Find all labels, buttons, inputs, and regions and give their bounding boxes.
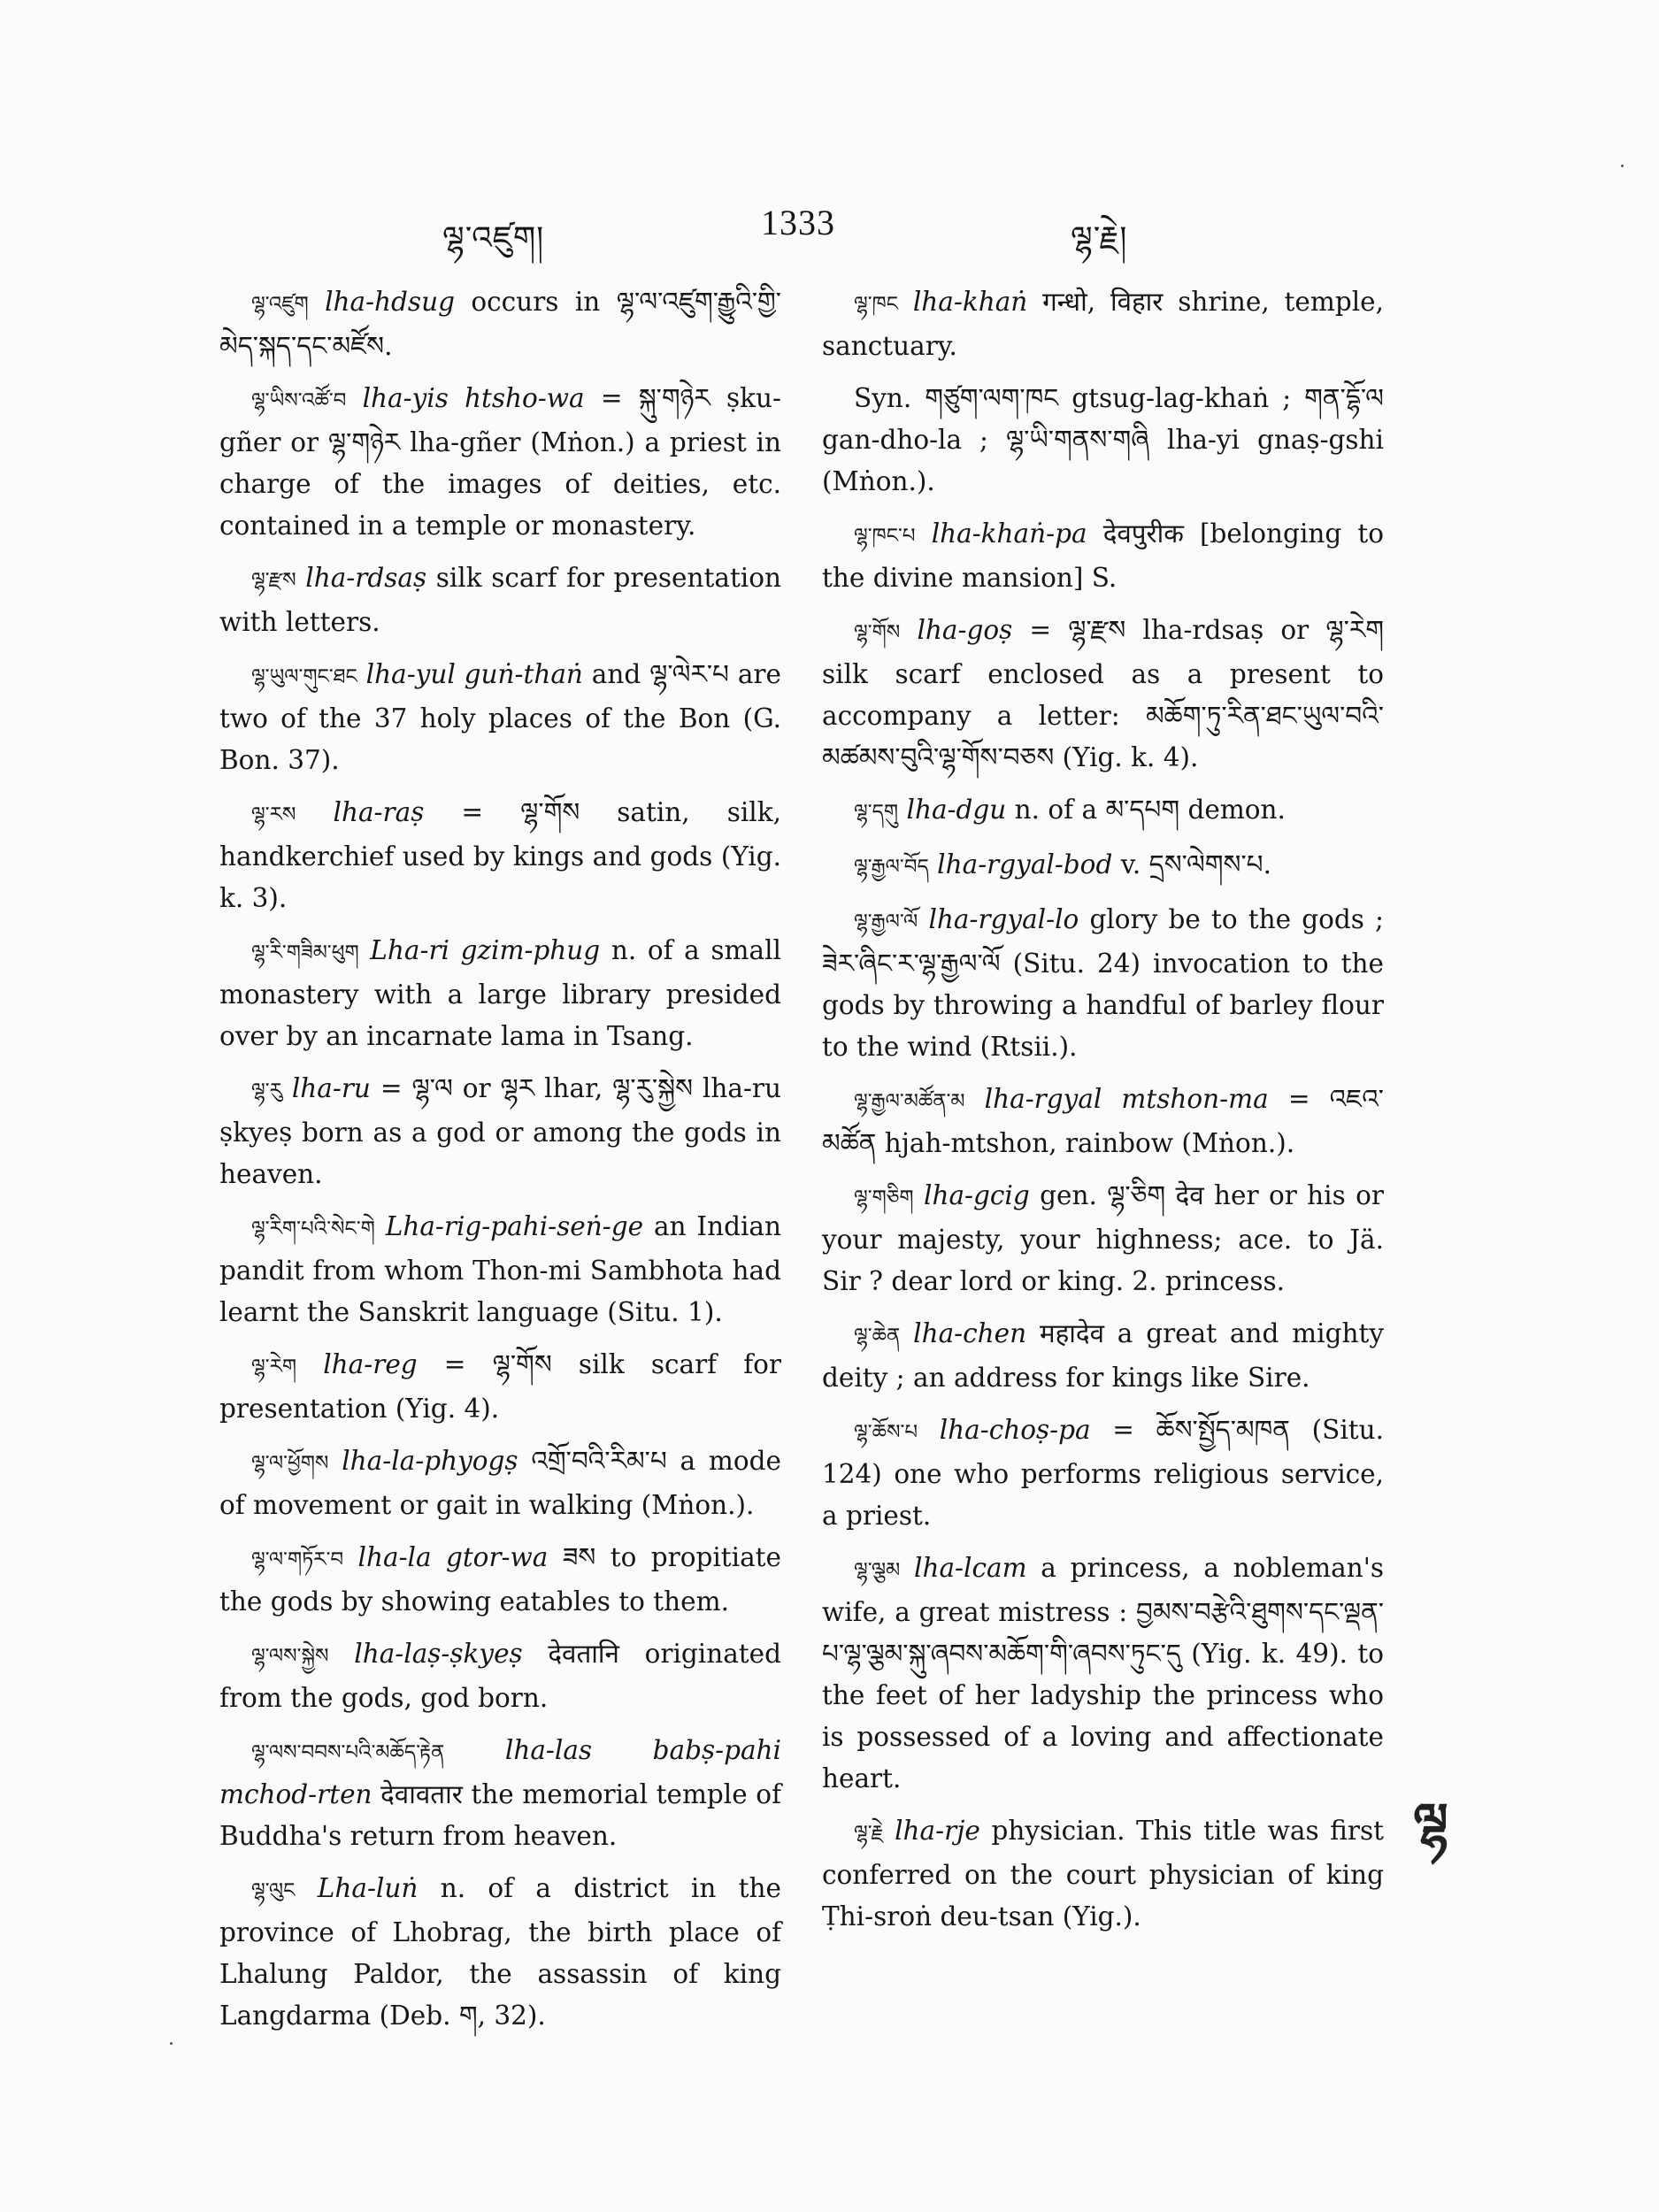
transliteration: lha-rdsaṣ [305,563,427,593]
right-column [822,281,1384,1948]
transliteration: lha-rgyal-lo [928,904,1079,934]
transliteration: lha-chen [913,1318,1027,1348]
transliteration: lha-dgu [906,795,1007,825]
tibetan-headword: ལྷ་རྗེ [854,1822,884,1845]
transliteration: lha-gcig [924,1180,1030,1210]
transliteration: lha-lcam [914,1553,1027,1583]
definition: गन्धो, विहार shrine, temple, sanctuary. [822,287,1384,361]
tibetan-headword: ལྷ་དགུ [854,801,899,824]
tibetan-headword: ལྷ་ཡིས་འཚོ་བ [251,389,347,412]
definition: silk scarf for presentation with letters. [219,563,781,637]
dictionary-entry [822,1313,1384,1399]
transliteration: lha-rgyal mtshon-ma [984,1084,1269,1114]
definition: and ལྷ་ལེར་པ are two of the 37 holy places of the Bon (G. Bon. 37). [219,659,781,775]
tibetan-headword: ལྷ་རྒྱལ་ལོ [854,910,918,933]
tibetan-headword: ལྷ་གོས [854,621,901,644]
dictionary-entry [822,1409,1384,1537]
tibetan-headword: ལྷ་འཛུག [251,293,309,316]
dictionary-entry [219,930,781,1057]
dictionary-entry [219,1730,781,1857]
dictionary-entry [219,654,781,781]
dictionary-entry [219,1344,781,1430]
definition: = ལྷ་ལ or ལྷར lhar, ལྷ་རུ་སྐྱེས lha-ru ṣkyeṣ born as a god or among the gods in heaven. [219,1073,781,1189]
transliteration: lha-la-phyogṣ [342,1446,518,1476]
tibetan-headword: ལྷ་རུ [251,1079,282,1102]
definition: n. of a མ་དཔག demon. [1014,795,1286,825]
dictionary-entry [822,899,1384,1068]
tibetan-headword: ལྷ་རི་གཟིམ་ཕུག [251,941,359,964]
dictionary-entry [219,1068,781,1195]
transliteration: lha-khaṅ-pa [931,518,1087,549]
tibetan-headword: ལྷ་རས [251,803,296,826]
definition: gen. ལྷ་ཅིག देव her or his or your majesty, your highness; ace. to Jä. Sir ? dear lord or king. 2. princess. [822,1180,1384,1296]
tibetan-headword: ལྷ་ལུང [251,1879,296,1902]
dictionary-entry [219,792,781,919]
tibetan-headword: ལྷ་རྫས [251,569,296,592]
tibetan-headword: ལྷ་ལ་གཏོར་བ [251,1548,344,1571]
dictionary-entry [219,557,781,643]
dictionary-entry [822,1175,1384,1302]
definition: देवपुरीक [belonging to the divine mansion] S. [822,518,1384,593]
dictionary-entry [219,1206,781,1333]
transliteration: lha-khaṅ [912,287,1028,317]
transliteration: Lha-rig-pahi-seṅ-ge [385,1211,644,1241]
page-number: 1333 [761,203,835,242]
tibetan-headword: ལྷ་རྒྱལ་བོད [854,856,929,879]
speck [170,2042,173,2045]
transliteration: Lha-luṅ [317,1873,419,1903]
definition: = ལྷ་གོས silk scarf for presentation (Yig. 4). [219,1349,781,1424]
transliteration: lha-goṣ [917,615,1013,645]
tibetan-headword: ལྷ་ཆོས་པ [854,1421,918,1444]
dictionary-entry [822,1548,1384,1800]
dictionary-entry [822,789,1384,833]
definition: देवतानि originated from the gods, god born. [219,1639,781,1713]
dictionary-entry [219,378,781,547]
dictionary-entry [822,610,1384,779]
transliteration: lha-hdsug [325,287,455,317]
transliteration: lha-la gtor-wa [357,1542,549,1572]
definition: a princess, a nobleman's wife, a great mistress : བྱམས་བརྩེའི་ཐུགས་དང་ལྡན་པ་ལྷ་ལྕམ་སྐུ་ཞབས་མཆོག་གི་ཞབས་ཏུང་དུ (Yig. k. 49). to the feet of her ladyship the princess who is possessed of a loving and affectionate heart. [822,1553,1384,1793]
transliteration: lha-las babṣ-pahi mchod-rten [219,1735,781,1809]
definition: n. of a small monastery with a large library presided over by an incarnate lama in Tsang. [219,935,781,1051]
dictionary-entry [219,1537,781,1623]
dictionary-entry [822,513,1384,599]
definition: ཟས to propitiate the gods by showing eatables to them. [219,1542,781,1617]
transliteration: Lha-ri gzim-phug [370,935,601,965]
dictionary-entry [822,1810,1384,1938]
definition: occurs in ལྷ་ལ་འཛུག་རྒྱུའི་གྱི་མེད་སྐད་དང་མཛོས. [219,287,781,361]
transliteration: lha-laṣ-ṣkyeṣ [354,1639,523,1669]
definition: = འཇའ་མཚོན hjah-mtshon, rainbow (Mṅon.). [822,1084,1384,1158]
transliteration: lha-reg [323,1349,418,1379]
transliteration: lha-choṣ-pa [939,1415,1091,1445]
header-left-guideword: ལྷ་འཛུག། [442,220,545,257]
transliteration: lha-rgyal-bod [937,849,1113,879]
definition: = ལྷ་གོས satin, silk, handkerchief used by kings and gods (Yig. k. 3). [219,797,781,913]
dictionary-entry [822,281,1384,367]
definition: महादेव a great and mighty deity ; an address for kings like Sire. [822,1318,1384,1393]
tibetan-headword: ལྷ་ཁང [854,293,898,316]
dictionary-entry [822,378,1384,503]
definition: glory be to the gods ; ཟེར་ཞིང་ར་ལྷ་རྒྱལ་ལོ (Situ. 24) invocation to the gods by throwing a handful of barley flour to the wind (Rtsii.). [822,904,1384,1062]
definition: v. དྲས་ལེགས་པ. [1120,849,1271,879]
page-header [0,202,1659,255]
definition: an Indian pandit from whom Thon-mi Sambhota had learnt the Sanskrit language (Situ. 1). [219,1211,781,1327]
definition: = ལྷ་རྫས lha-rdsaṣ or ལྷ་རེག silk scarf enclosed as a present to accompany a letter: མཆོག་ཏུ་རིན་ཐང་ཡུལ་བའི་མཚམས་བུའི་ལྷ་གོས་བཅས (Yig. k. 4). [822,615,1384,772]
tibetan-headword: ལྷ་ཡུལ་གུང་ཐང [251,665,357,688]
definition: = ཆོས་སྤྱོད་མཁན (Situ. 124) one who performs religious service, a priest. [822,1415,1384,1531]
dictionary-entry [219,1440,781,1526]
definition: physician. This title was first conferred on the court physician of king Ṭhi-sroṅ deu-tsan (Yig.). [822,1816,1384,1932]
speck [1621,165,1624,167]
dictionary-entry [219,1868,781,2037]
definition: འགྲོ་བའི་རིམ་པ a mode of movement or gait in walking (Mṅon.). [219,1446,781,1520]
header-right-guideword: ལྷ་རྗེ། [1071,220,1128,257]
transliteration: lha-yul guṅ-thaṅ [365,659,583,689]
tibetan-headword: ལྷ་ལྕམ [854,1559,901,1582]
tibetan-headword: ལྷ་རིག་པའི་སེང་གེ [251,1217,375,1240]
tibetan-headword: ལྷ་རེག [251,1356,297,1379]
dictionary-entry [822,844,1384,888]
thumb-index-marker: ལྷ [1413,1792,1448,1852]
tibetan-headword: ལྷ་ལ་ཕྱོགས [251,1452,329,1475]
tibetan-headword: ལྷ་རྒྱལ་མཚོན་མ [854,1090,965,1113]
tibetan-headword: ལྷ་ཁང་པ [854,525,916,548]
definition: n. of a district in the province of Lhobrag, the birth place of Lhalung Paldor, the assassin of king Langdarma (Deb. ག, 32). [219,1873,781,2031]
definition: = སྐུ་གཉེར ṣku-gñer or ལྷ་གཉེར lha-gñer (Mṅon.) a priest in charge of the images of deities, etc. contained in a temple or monastery. [219,383,781,541]
transliteration: lha-raṣ [333,797,425,827]
tibetan-headword: ལྷ་ལས་སྐྱེས [251,1645,329,1668]
left-column [219,281,781,2047]
definition: देवावतार the memorial temple of Buddha's return from heaven. [219,1779,781,1851]
transliteration: lha-ru [291,1073,371,1103]
tibetan-headword: ལྷ་གཅིག [854,1187,914,1210]
dictionary-entry [219,1633,781,1719]
tibetan-headword: ལྷ་ཆེན [854,1325,901,1348]
transliteration: lha-yis htsho-wa [362,383,585,413]
dictionary-entry [219,281,781,367]
dictionary-entry [822,1079,1384,1164]
transliteration: lha-rje [895,1816,980,1846]
tibetan-headword: ལྷ་ལས་བབས་པའི་མཆོད་རྟེན [251,1741,445,1764]
definition: Syn. གཙུག་ལག་ཁང gtsug-lag-khaṅ ; གན་དྷོ་ལ gan-dho-la ; ལྷ་ཡི་གནས་གཞི lha-yi gnaṣ-gshi (Mṅon.). [822,383,1384,496]
